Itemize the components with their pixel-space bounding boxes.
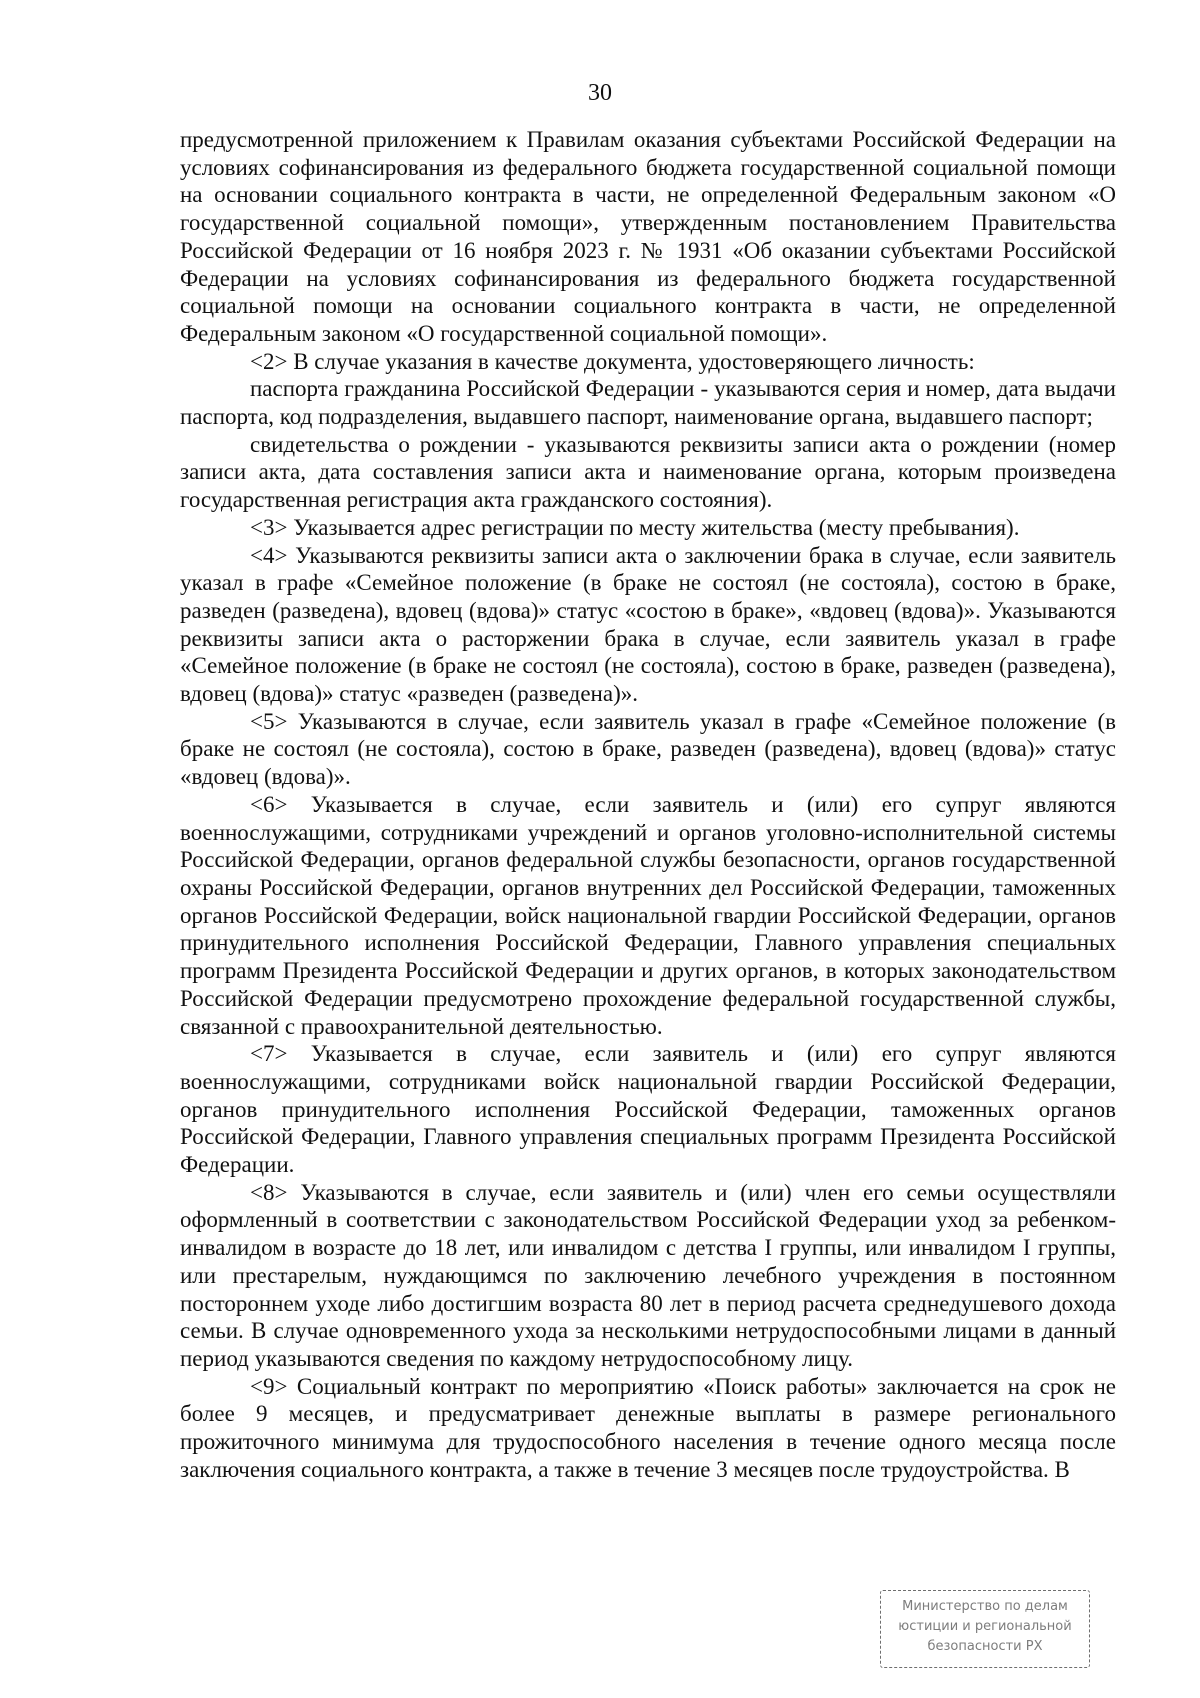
- footnote-2-passport: паспорта гражданина Российской Федерации - указываются серия и номер, дата выдачи паспорта, код подразделения, выдавшего паспорт, наименование органа, выдавшего паспорт;: [180, 376, 1116, 430]
- ministry-stamp: [880, 1590, 1090, 1668]
- footnote-5: <5> Указываются в случае, если заявитель указал в графе «Семейное положение (в браке не состоял (не состояла), состою в браке, разведен (разведена), вдовец (вдова)» статус «вдовец (вдова)».: [180, 708, 1116, 790]
- stamp-line-3: безопасности РХ: [927, 1639, 1043, 1654]
- footnote-2: <2> В случае указания в качестве документа, удостоверяющего личность:: [250, 348, 975, 374]
- footnote-3: <3> Указывается адрес регистрации по месту жительства (месту пребывания).: [250, 514, 1020, 540]
- footnote-7: <7> Указывается в случае, если заявитель и (или) его супруг являются военнослужащими, сотрудниками войск национальной гвардии Российской Федерации, органов принудительного исполнения Российской Федерации, таможенных органов Российской Федерации, Главного управления специальных программ Президента Российской Федерации.: [180, 1041, 1116, 1178]
- footnote-6: <6> Указывается в случае, если заявитель и (или) его супруг являются военнослужащими, сотрудниками учреждений и органов уголовно-исполнительной системы Российской Федерации, органов федеральной службы безопасности, органов государственной охраны Российской Федерации, органов внутренних дел Российской Федерации, таможенных органов Российской Федерации, войск национальной гвардии Российской Федерации, органов принудительного исполнения Российской Федерации, Главного управления специальных программ Президента Российской Федерации и других органов, в которых законодательством Российской Федерации предусмотрено прохождение федеральной государственной службы, связанной с правоохранительной деятельностью.: [180, 791, 1116, 1039]
- footnote-4: <4> Указываются реквизиты записи акта о заключении брака в случае, если заявитель указал в графе «Семейное положение (в браке не состоял (не состояла), состою в браке, разведен (разведена), вдовец (вдова)» статус «состою в браке», «вдовец (вдова)». Указываются реквизиты записи акта о расторжении брака в случае, если заявитель указал в графе «Семейное положение (в браке не состоял (не состояла), состою в браке, разведен (разведена), вдовец (вдова)» статус «разведен (разведена)».: [180, 542, 1116, 707]
- footnote-8: <8> Указываются в случае, если заявитель и (или) член его семьи осуществляли оформленный в соответствии с законодательством Российской Федерации уход за ребенком-инвалидом в возрасте до 18 лет, или инвалидом с детства I группы, или инвалидом I группы, или престарелым, нуждающимся по заключению лечебного учреждения в постоянном постороннем уходе либо достигшим возраста 80 лет в период расчета среднедушевого дохода семьи. В случае одновременного ухода за несколькими нетрудоспособными лицами в данный период указываются сведения по каждому нетрудоспособному лицу.: [180, 1179, 1116, 1371]
- stamp-line-2: юстиции и региональной: [898, 1619, 1072, 1634]
- footnote-9: <9> Социальный контракт по мероприятию «Поиск работы» заключается на срок не более 9 месяцев, и предусматривает денежные выплаты в размере регионального прожиточного минимума для трудоспособного населения в течение одного месяца после заключения социального контракта, а также в течение 3 месяцев после трудоустройства. В: [180, 1373, 1116, 1482]
- page-number: 30: [588, 80, 612, 106]
- footnote-2-birth-certificate: свидетельства о рождении - указываются реквизиты записи акта о рождении (номер записи акта, дата составления записи акта и наименование органа, которым произведена государственная регистрация акта гражданского состояния).: [180, 431, 1116, 513]
- document-body: [180, 126, 1116, 1483]
- paragraph-continuation: предусмотренной приложением к Правилам оказания субъектами Российской Федерации на условиях софинансирования из федерального бюджета государственной социальной помощи на основании социального контракта в части, не определенной Федеральным законом «О государственной социальной помощи», утвержденным постановлением Правительства Российской Федерации от 16 ноября 2023 г. № 1931 «Об оказании субъектами Российской Федерации на условиях софинансирования из федерального бюджета государственной социальной помощи на основании социального контракта в части, не определенной Федеральным законом «О государственной социальной помощи».: [180, 127, 1116, 346]
- stamp-line-1: Министерство по делам: [902, 1599, 1068, 1614]
